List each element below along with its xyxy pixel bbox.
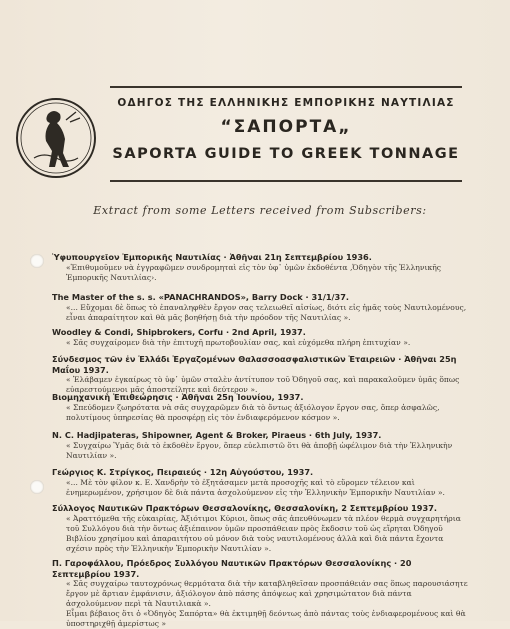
letter-text: « Ἀραττόμεθα τῆς εὐκαιρίας, Ἀξιότιμοι Κύριοι, ὅπως σᾶς ἀπευθύνωμεν τὰ πλέον θερμὰ συγχαρητήρια τοῦ Συλλόγου διὰ τὴν ὄντως ἀξιέπαινον ὑμῶν προσπάθειαν πρὸς ἔκδοσιν τοῦ ὡς εἴρηται Ὀδηγοῦ Βιβλίου χρησίμου καὶ ἀπαραιτήτου οὐ μόνον διὰ τοὺς ναυτιλομένους ἀλλὰ καὶ διὰ πάντα ἔχοντα σχέσιν πρὸς τὴν Ἑλληνικὴν Ἐμπορικὴν Ναυτιλίαν ». <box>66 513 461 553</box>
letter-heading: Γεώργιος Κ. Στρίγκος, Πειραιεύς · 12η Αὐγούστου, 1937. <box>52 467 314 477</box>
letter-heading: Ὑφυπουργεῖον Ἐμπορικῆς Ναυτιλίας · Ἀθῆναι 21η Σεπτεμβρίου 1936. <box>52 252 372 262</box>
mercury-emblem-icon <box>14 96 98 180</box>
letter-entry-2 <box>52 292 470 323</box>
letter-entry-7 <box>52 467 470 498</box>
punch-hole <box>30 480 44 494</box>
letter-entry-6 <box>52 430 470 461</box>
punch-hole <box>30 254 44 268</box>
letter-text-continued: Εἶμαι βέβαιος ὅτι ὁ «Ὀδηγὸς Σαπόρτα» θὰ ἐκτιμηθῇ δεόντως ἀπὸ πάντας τοὺς ἐνδιαφερομένους καὶ θὰ ὑποστηριχθῇ ἀμερίστως » <box>66 609 466 628</box>
letter-entry-9 <box>52 558 470 629</box>
letter-text: « Σᾶς συγχαίρω ταυτοχρόνως θερμότατα διὰ τὴν καταβληθεῖσαν προσπάθειάν σας ὅπως παρουσιάσητε ἔργον μὲ ἄρτιαν ἐμφάνισιν, ἀξιόλογον ἀπὸ πάσης ἀπόψεως καὶ χρησιμώτατον διὰ πάντα ἀσχολούμενον περὶ τὰ Ναυτιλιακὰ ». <box>66 579 468 608</box>
letter-entry-8 <box>52 503 470 554</box>
letter-text: « Ἐλάβαμεν ἐγκαίρως τὸ ὑφ᾽ ὑμῶν σταλὲν ἀντίτυπον τοῦ Ὀδηγοῦ σας, καὶ παρακαλοῦμεν ὑμᾶς ὅπως εὐαρεστούμενοι μᾶς ἀποστείλητε καὶ δεύτερον ». <box>66 375 460 394</box>
letter-text: « Σᾶς συγχαίρομεν διὰ τὴν ἐπιτυχῆ πρωτοβουλίαν σας, καὶ εὐχόμεθα πλήρη ἐπιτυχίαν ». <box>66 337 411 347</box>
header-greek-title: ΟΔΗΓΟΣ ΤΗΣ ΕΛΛΗΝΙΚΗΣ ΕΜΠΟΡΙΚΗΣ ΝΑΥΤΙΛΙΑΣ <box>117 97 455 109</box>
letter-text: « Σπεύδομεν ζωηρότατα νὰ σᾶς συγχαρῶμεν διὰ τὸ ὄντως ἀξιόλογον ἔργον σας, ὅπερ ἀσφαλῶς, πολυτίμους ὑπηρεσίας θὰ προσφέρῃ εἰς τὸν ἐνδιαφερόμενον κόσμον ». <box>66 402 440 422</box>
letter-entry-4 <box>52 354 470 395</box>
letter-heading: Βιομηχανικὴ Ἐπιθεώρησις · Ἀθῆναι 25η Ἰουνίου, 1937. <box>52 392 304 402</box>
letter-entry-5 <box>52 392 470 423</box>
header-rule-top <box>110 86 462 88</box>
letter-text: «... Εὔχομαι δὲ ὅπως τὸ ἐπαναληφθὲν ἔργον σας τελειωθεῖ αἰσίως, διότι εἰς ἡμᾶς τοὺς Ναυτιλομένους, εἶναι ἀπαραίτητον καὶ θὰ μᾶς βοηθήσῃ διὰ τὴν πρόοδον τῆς Ναυτιλίας ». <box>66 302 467 322</box>
letter-text: « Συγχαίρω Ὑμᾶς διὰ τὸ ἐκδοθὲν ἔργον, ὅπερ εὐελπιστῶ ὅτι θὰ ἀποβῇ ὠφέλιμον διὰ τὴν Ἑλληνικὴν Ναυτιλίαν ». <box>66 440 453 460</box>
letter-entry-3 <box>52 327 470 348</box>
header-saporta-greek: “ΣΑΠΟΡΤΑ„ <box>220 117 352 137</box>
letter-heading: Σύνδεσμος τῶν ἐν Ἑλλάδι Ἐργαζομένων Θαλασσοασφαλιστικῶν Ἑταιρειῶν · Ἀθῆναι 25η Μαΐου 1937. <box>52 354 457 375</box>
letter-heading: Σύλλογος Ναυτικῶν Πρακτόρων Θεσσαλονίκης, Θεσσαλονίκη, 2 Σεπτεμβρίου 1937. <box>52 503 438 513</box>
letter-entry-1 <box>52 252 470 283</box>
letter-heading: Π. Γαροφάλλου, Πρόεδρος Συλλόγου Ναυτικῶν Πρακτόρων Θεσσαλονίκης · 20 Σεπτεμβρίου 1937. <box>52 558 412 579</box>
letter-heading: Woodley & Condi, Shipbrokers, Corfu · 2nd April, 1937. <box>52 327 306 337</box>
letter-text: «... Μὲ τὸν φίλον κ. Ε. Χανδρὴν τὸ ἐξητάσαμεν μετὰ προσοχῆς καὶ τὸ εὕρομεν τέλειον καὶ ἐνημερωμένον, χρήσιμον δὲ διὰ πάντα ἀσχολούμενον εἰς τὴν Ἑλληνικὴν Ἐμπορικὴν Ναυτιλίαν ». <box>66 477 445 497</box>
letter-heading: N. C. Hadjipaterаs, Shipowner, Agent & Broker, Piraeus · 6th July, 1937. <box>52 430 382 440</box>
header-rule-bottom <box>110 180 462 182</box>
letters-subtitle: Extract from some Letters received from Subscribers: <box>93 204 427 217</box>
letter-heading: The Master of the s. s. «PANACHRANDOS», Barry Dock · 31/1/37. <box>52 292 350 302</box>
header-english-title: SAPORTA GUIDE TO GREEK TONNAGE <box>112 146 460 162</box>
letter-text: «Ἐπιθυμοῦμεν νὰ ἐγγραφῶμεν συνδρομηταὶ εἰς τὸν ὑφ᾽ ὑμῶν ἐκδοθέντα ‚Ὀδηγὸν τῆς Ἑλληνικῆς Ἐμπορικῆς Ναυτιλίας›. <box>66 262 441 282</box>
